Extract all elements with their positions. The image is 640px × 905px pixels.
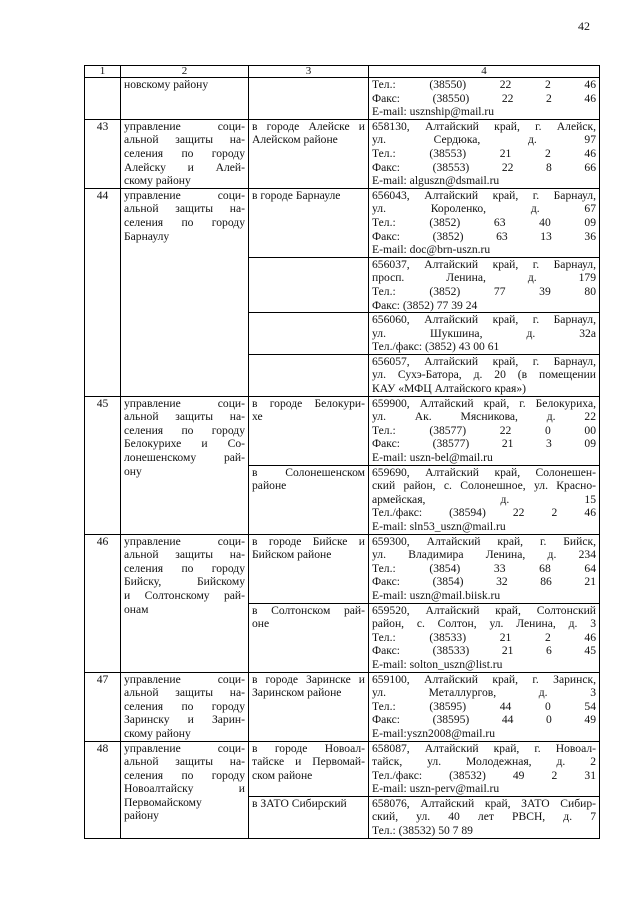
text-line: селения по городу [124, 699, 245, 713]
text-line: Тел.: (38550) 22 2 46 [372, 78, 596, 91]
text-line: Тел.: (38595) 44 0 54 [372, 699, 596, 713]
text-line: Бийском районе [252, 548, 332, 562]
text-line: E-mail: uszn-perv@mail.ru [372, 782, 500, 796]
agency-name [121, 741, 249, 838]
table-row [85, 396, 600, 465]
text-line: селения по городу [124, 423, 245, 437]
agency-name [121, 534, 249, 672]
service-area [249, 119, 369, 188]
agency-name [121, 672, 249, 741]
service-area [249, 78, 369, 120]
text-line: онам [124, 602, 149, 616]
text-line: Факс: (3852) 63 13 36 [372, 229, 596, 243]
text-line: скому району [124, 726, 191, 740]
text-line: оне [252, 617, 270, 631]
text-line: E-mail: usznship@mail.ru [372, 105, 495, 119]
text-line: в городе Барнауле [252, 188, 341, 202]
text-line: селения по городу [124, 768, 245, 782]
text-line: в Солонешенском [252, 465, 365, 479]
row-number: 48 [85, 741, 121, 838]
text-line: армейская, д. 15 [372, 492, 596, 506]
text-line: в городе Заринске и [252, 672, 365, 686]
text-line: Алейску и Алей- [124, 160, 245, 174]
table-row [85, 188, 600, 257]
header-cell: 1 [85, 66, 121, 78]
text-line: альной защиты на- [124, 548, 245, 562]
text-line: 656060, Алтайский край, г. Барнаул, [372, 313, 596, 327]
service-area [249, 603, 369, 672]
text-line: в городе Новоал- [252, 741, 365, 755]
contact-address [369, 796, 600, 838]
text-line: ский район, с. Солонешное, ул. Красно- [372, 479, 596, 493]
text-line: Тел.: (3852) 77 39 80 [372, 284, 596, 298]
text-line: 656037, Алтайский край, г. Барнаул, [372, 257, 596, 271]
text-line: альной защиты на- [124, 133, 245, 147]
text-line: Новоалтайску и [124, 782, 245, 796]
text-line: E-mail: alguszn@dsmail.ru [372, 174, 500, 188]
agency-name [121, 78, 249, 120]
text-line: 659100, Алтайский край, г. Заринск, [372, 672, 596, 686]
contact-address [369, 119, 600, 188]
text-line: Тел./факс: (38532) 49 2 31 [372, 768, 596, 782]
text-line: просп. Ленина, д. 179 [372, 271, 596, 285]
text-line: Тел.: (38553) 21 2 46 [372, 146, 596, 160]
contact-address [369, 396, 600, 465]
text-line: ул. Сухэ-Батора, д. 20 (в помещении [372, 368, 596, 382]
text-line: Тел./факс: (3852) 43 00 61 [372, 340, 500, 354]
text-line: Заринском районе [252, 686, 342, 700]
text-line: 658076, Алтайский край, ЗАТО Сибир- [372, 796, 596, 810]
text-line: ул. Ак. Мясникова, д. 22 [372, 410, 596, 424]
text-line: 658087, Алтайский край, г. Новоал- [372, 741, 596, 755]
table-row [85, 534, 600, 603]
text-line: 659520, Алтайский край, Солтонский [372, 603, 596, 617]
text-line: скому району [124, 174, 191, 188]
text-line: и Солтонскому рай- [124, 588, 245, 602]
agency-name [121, 396, 249, 534]
text-line: Тел.: (3854) 33 68 64 [372, 561, 596, 575]
row-number: 43 [85, 119, 121, 188]
text-line: тайске и Первомай- [252, 755, 365, 769]
text-line: район, с. Солтон, ул. Ленина, д. 3 [372, 617, 596, 631]
text-line: Тел.: (38533) 21 2 46 [372, 630, 596, 644]
header-cell: 3 [249, 66, 369, 78]
text-line: Заринску и Зарин- [124, 713, 245, 727]
text-line: E-mail: doc@brn-uszn.ru [372, 243, 491, 257]
text-line: E-mail:yszn2008@mail.ru [372, 726, 496, 740]
text-line: Бийску, Бийскому [124, 575, 245, 589]
text-line: Факс: (38550) 22 2 46 [372, 91, 596, 105]
text-line: ул. Короленко, д. 67 [372, 202, 596, 216]
text-line: Факс: (38533) 21 6 45 [372, 644, 596, 658]
text-line: 659300, Алтайский край, г. Бийск, [372, 534, 596, 548]
text-line: ский, ул. 40 лет РВСН, д. 7 [372, 810, 596, 824]
row-number: 46 [85, 534, 121, 672]
text-line: 656057, Алтайский край, г. Барнаул, [372, 354, 596, 368]
text-line: Факс: (38595) 44 0 49 [372, 713, 596, 727]
text-line: Факс: (3852) 77 39 24 [372, 298, 478, 312]
service-area [249, 796, 369, 838]
text-line: району [124, 809, 159, 823]
text-line: Тел.: (38532) 50 7 89 [372, 824, 473, 838]
service-area [249, 741, 369, 796]
service-area [249, 534, 369, 603]
text-line: ул. Металлургов, д. 3 [372, 686, 596, 700]
text-line: ул. Владимира Ленина, д. 234 [372, 548, 596, 562]
text-line: E-mail: uszn@mail.biisk.ru [372, 588, 501, 602]
contact-address [369, 741, 600, 796]
service-area [249, 313, 369, 355]
text-line: Факс: (3854) 32 86 21 [372, 575, 596, 589]
text-line: 656043, Алтайский край, г. Барнаул, [372, 188, 596, 202]
text-line: в городе Белокури- [252, 396, 365, 410]
text-line: Тел./факс: (38594) 22 2 46 [372, 506, 596, 520]
text-line: управление соци- [124, 119, 245, 133]
text-line: Первомайскому [124, 795, 202, 809]
text-line: лонешенскому рай- [124, 451, 245, 465]
text-line: управление соци- [124, 396, 245, 410]
contact-address [369, 603, 600, 672]
text-line: альной защиты на- [124, 202, 245, 216]
page-number: 42 [578, 19, 590, 33]
text-line: районе [252, 479, 287, 493]
contact-address [369, 313, 600, 355]
contact-address [369, 672, 600, 741]
text-line: ул. Сердюка, д. 97 [372, 133, 596, 147]
text-line: ону [124, 464, 142, 478]
header-cell: 4 [369, 66, 600, 78]
text-line: альной защиты на- [124, 410, 245, 424]
service-area [249, 188, 369, 257]
text-line: Факс: (38577) 21 3 09 [372, 437, 596, 451]
text-line: селения по городу [124, 146, 245, 160]
text-line: Тел.: (38577) 22 0 00 [372, 423, 596, 437]
row-number: 44 [85, 188, 121, 396]
header-row [85, 66, 600, 78]
text-line: ул. Шукшина, д. 32а [372, 326, 596, 340]
text-line: селения по городу [124, 215, 245, 229]
text-line: E-mail: solton_uszn@list.ru [372, 657, 503, 671]
text-line: альной защиты на- [124, 755, 245, 769]
text-line: управление соци- [124, 188, 245, 202]
table-row [85, 119, 600, 188]
text-line: новскому району [124, 78, 209, 91]
text-line: E-mail: uszn-bel@mail.ru [372, 451, 493, 465]
text-line: 658130, Алтайский край, г. Алейск, [372, 119, 596, 133]
contact-address [369, 534, 600, 603]
table-row [85, 672, 600, 741]
text-line: управление соци- [124, 741, 245, 755]
contact-address [369, 354, 600, 396]
agency-name [121, 188, 249, 396]
text-line: Факс: (38553) 22 8 66 [372, 160, 596, 174]
text-line: альной защиты на- [124, 686, 245, 700]
service-area [249, 354, 369, 396]
service-area [249, 672, 369, 741]
text-line: хе [252, 410, 263, 424]
header-cell: 2 [121, 66, 249, 78]
table-row [85, 741, 600, 796]
text-line: 659690, Алтайский край, Солонешен- [372, 465, 596, 479]
contact-address [369, 188, 600, 257]
service-area [249, 396, 369, 465]
row-number [85, 78, 121, 120]
text-line: Белокурихе и Со- [124, 437, 245, 451]
text-line: E-mail: sln53_uszn@mail.ru [372, 520, 506, 533]
contact-address [369, 78, 600, 120]
text-line: в городе Алейске и [252, 119, 365, 133]
text-line: управление соци- [124, 534, 245, 548]
contact-address [369, 465, 600, 534]
text-line: 659900, Алтайский край, г. Белокуриха, [372, 396, 596, 410]
text-line: в ЗАТО Сибирский [252, 796, 347, 810]
service-area [249, 257, 369, 312]
row-number: 45 [85, 396, 121, 534]
row-number: 47 [85, 672, 121, 741]
text-line: КАУ «МФЦ Алтайского края») [372, 382, 527, 396]
text-line: управление соци- [124, 672, 245, 686]
text-line: Алейском районе [252, 133, 338, 147]
text-line: в Солтонском рай- [252, 603, 365, 617]
text-line: тайск, ул. Молодежная, д. 2 [372, 755, 596, 769]
agency-table [84, 65, 600, 839]
text-line: ском районе [252, 768, 313, 782]
contact-address [369, 257, 600, 312]
agency-name [121, 119, 249, 188]
text-line: в городе Бийске и [252, 534, 365, 548]
table-row [85, 78, 600, 120]
text-line: Тел.: (3852) 63 40 09 [372, 215, 596, 229]
text-line: Барнаулу [124, 229, 170, 243]
text-line: селения по городу [124, 561, 245, 575]
service-area [249, 465, 369, 534]
